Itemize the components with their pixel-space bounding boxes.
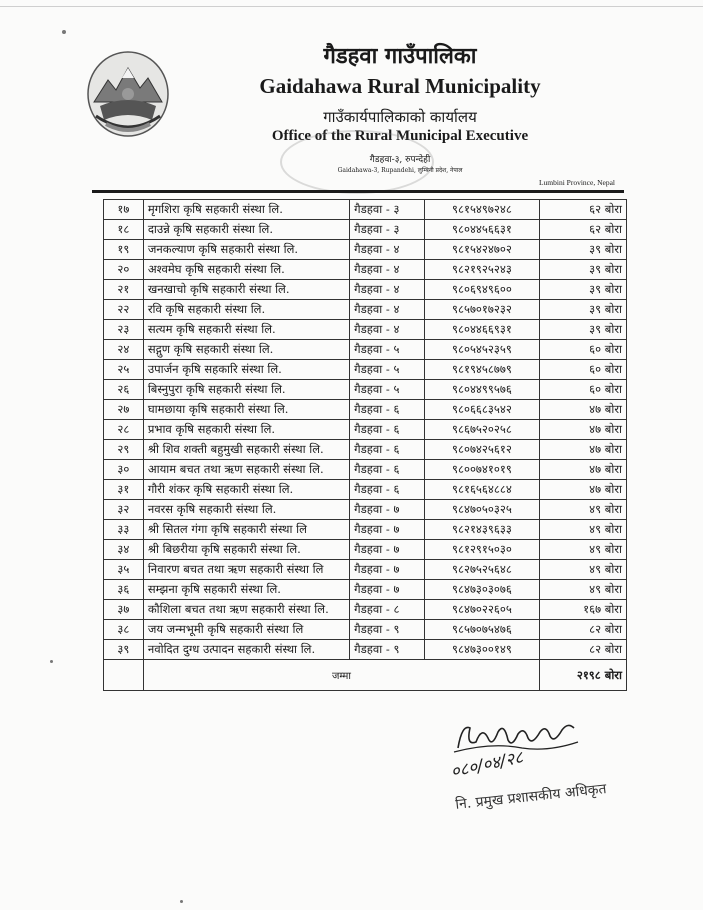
table-row — [104, 420, 627, 440]
bag-count-cell: ४९ बोरा — [540, 580, 627, 600]
cooperative-name-cell: श्री बिछरीया कृषि सहकारी संस्था लि. — [143, 540, 349, 560]
bag-count-cell: ३९ बोरा — [540, 240, 627, 260]
cooperative-name-cell: जनकल्याण कृषि सहकारी संस्था लि. — [143, 240, 349, 260]
phone-number-cell: ९८१२९१५०३० — [424, 540, 539, 560]
serial-number-cell: २५ — [104, 360, 144, 380]
phone-number-cell: ९८०५४५२३५९ — [424, 340, 539, 360]
phone-number-cell: ९८०४४९९५७६ — [424, 380, 539, 400]
signature-date: ०८०/०४/२८ — [449, 747, 525, 783]
bag-count-cell: ६० बोरा — [540, 340, 627, 360]
total-empty-cell — [104, 660, 144, 691]
bag-count-cell: ४९ बोरा — [540, 560, 627, 580]
cooperative-name-cell: नवोदित दुग्ध उत्पादन सहकारी संस्था लि. — [143, 640, 349, 660]
phone-number-cell: ९८६७५२०२५८ — [424, 420, 539, 440]
table-row — [104, 540, 627, 560]
cooperative-name-cell: जय जन्मभूमी कृषि सहकारी संस्था लि — [143, 620, 349, 640]
serial-number-cell: १९ — [104, 240, 144, 260]
cooperative-name-cell: रवि कृषि सहकारी संस्था लि. — [143, 300, 349, 320]
table-row — [104, 640, 627, 660]
bag-count-cell: ४७ बोरा — [540, 400, 627, 420]
serial-number-cell: १७ — [104, 200, 144, 220]
phone-number-cell: ९८४७३००१४९ — [424, 640, 539, 660]
bag-count-cell: ३९ बोरा — [540, 320, 627, 340]
ward-cell: गैडहवा - ९ — [350, 620, 425, 640]
phone-number-cell: ९८२७५२५६४८ — [424, 560, 539, 580]
signatory-title: नि. प्रमुख प्रशासकीय अधिकृत — [454, 781, 608, 813]
bag-count-cell: ४७ बोरा — [540, 440, 627, 460]
serial-number-cell: ३५ — [104, 560, 144, 580]
serial-number-cell: ३२ — [104, 500, 144, 520]
total-label: जम्मा — [143, 660, 539, 691]
table-row — [104, 200, 627, 220]
phone-number-cell: ९८२१९२५२४३ — [424, 260, 539, 280]
cooperative-name-cell: अश्वमेघ कृषि सहकारी संस्था लि. — [143, 260, 349, 280]
office-name-english: Office of the Rural Municipal Executive — [271, 128, 529, 144]
ward-cell: गैडहवा - ७ — [350, 500, 425, 520]
municipality-name-english: Gaidahawa Rural Municipality — [259, 74, 541, 98]
ward-cell: गैडहवा - ४ — [350, 320, 425, 340]
serial-number-cell: ३६ — [104, 580, 144, 600]
ward-cell: गैडहवा - ६ — [350, 400, 425, 420]
bag-count-cell: ६० बोरा — [540, 380, 627, 400]
cooperative-name-cell: श्री सितल गंगा कृषि सहकारी संस्था लि — [143, 520, 349, 540]
ward-cell: गैडहवा - ६ — [350, 480, 425, 500]
phone-number-cell: ९८०६९४९६०० — [424, 280, 539, 300]
cooperative-name-cell: प्रभाव कृषि सहकारी संस्था लि. — [143, 420, 349, 440]
phone-number-cell: ९८०४४६६९३१ — [424, 320, 539, 340]
ward-cell: गैडहवा - ७ — [350, 560, 425, 580]
phone-number-cell: ९८४७०५०३२५ — [424, 500, 539, 520]
ward-cell: गैडहवा - ३ — [350, 200, 425, 220]
table-row — [104, 580, 627, 600]
phone-number-cell: ९८०४४५६६३१ — [424, 220, 539, 240]
table-row — [104, 280, 627, 300]
cooperative-name-cell: उपार्जन कृषि सहकारि संस्था लि. — [143, 360, 349, 380]
serial-number-cell: २० — [104, 260, 144, 280]
ward-cell: गैडहवा - ७ — [350, 580, 425, 600]
table-body — [104, 200, 627, 660]
serial-number-cell: २१ — [104, 280, 144, 300]
office-name-nepali: गाउँकार्यपालिकाको कार्यालय — [323, 108, 477, 126]
bag-count-cell: ८२ बोरा — [540, 640, 627, 660]
bag-count-cell: ३९ बोरा — [540, 300, 627, 320]
phone-number-cell: ९८४७३०३०७६ — [424, 580, 539, 600]
bag-count-cell: ४७ बोरा — [540, 420, 627, 440]
serial-number-cell: २८ — [104, 420, 144, 440]
ward-cell: गैडहवा - ९ — [350, 640, 425, 660]
serial-number-cell: ३४ — [104, 540, 144, 560]
bag-count-cell: ६० बोरा — [540, 360, 627, 380]
scan-speck — [50, 660, 53, 663]
serial-number-cell: २३ — [104, 320, 144, 340]
ward-cell: गैडहवा - ४ — [350, 240, 425, 260]
serial-number-cell: २७ — [104, 400, 144, 420]
ward-cell: गैडहवा - ६ — [350, 420, 425, 440]
province-label: Lumbini Province, Nepal — [538, 178, 615, 187]
cooperatives-table — [103, 199, 627, 691]
cooperative-name-cell: सम्झना कृषि सहकारी संस्था लि. — [143, 580, 349, 600]
table-row — [104, 340, 627, 360]
ward-cell: गैडहवा - ६ — [350, 440, 425, 460]
cooperative-name-cell: दाउन्ने कृषि सहकारी संस्था लि. — [143, 220, 349, 240]
bag-count-cell: ८२ बोरा — [540, 620, 627, 640]
table-row — [104, 360, 627, 380]
bag-count-cell: ४९ बोरा — [540, 500, 627, 520]
total-row — [104, 660, 627, 691]
phone-number-cell: ९८१९४५८७७९ — [424, 360, 539, 380]
ward-cell: गैडहवा - ३ — [350, 220, 425, 240]
table-row — [104, 220, 627, 240]
bag-count-cell: ४७ बोरा — [540, 460, 627, 480]
phone-number-cell: ९८००७४१०१९ — [424, 460, 539, 480]
ward-cell: गैडहवा - ४ — [350, 300, 425, 320]
bag-count-cell: १६७ बोरा — [540, 600, 627, 620]
cooperative-name-cell: घामछाया कृषि सहकारी संस्था लि. — [143, 400, 349, 420]
nepal-emblem-logo — [86, 50, 170, 138]
bag-count-cell: ४७ बोरा — [540, 480, 627, 500]
phone-number-cell: ९८५७०१७२३२ — [424, 300, 539, 320]
ward-cell: गैडहवा - ५ — [350, 380, 425, 400]
ward-cell: गैडहवा - ७ — [350, 520, 425, 540]
ward-cell: गैडहवा - ७ — [350, 540, 425, 560]
address-nepali: गैडहवा-३, रुपन्देही — [369, 155, 431, 165]
table-row — [104, 620, 627, 640]
cooperative-name-cell: सद्गुण कृषि सहकारी संस्था लि. — [143, 340, 349, 360]
table-row — [104, 440, 627, 460]
total-value: २१९८ बोरा — [540, 660, 627, 691]
scan-speck — [180, 900, 183, 903]
cooperative-name-cell: बिस्नुपुरा कृषि सहकारी संस्था लि. — [143, 380, 349, 400]
serial-number-cell: ३९ — [104, 640, 144, 660]
cooperative-name-cell: कौशिला बचत तथा ऋण सहकारी संस्था लि. — [143, 600, 349, 620]
table-row — [104, 240, 627, 260]
table-row — [104, 480, 627, 500]
serial-number-cell: २२ — [104, 300, 144, 320]
table-row — [104, 500, 627, 520]
phone-number-cell: ९८४७०२२६०५ — [424, 600, 539, 620]
cooperative-name-cell: श्री शिव शक्ती बहुमुखी सहकारी संस्था लि. — [143, 440, 349, 460]
address-small: Gaidahawa-3, Rupandehi, लुम्बिनी प्रदेश, नेपाल — [337, 167, 463, 174]
table-row — [104, 320, 627, 340]
bag-count-cell: ४९ बोरा — [540, 520, 627, 540]
serial-number-cell: १८ — [104, 220, 144, 240]
bag-count-cell: ६२ बोरा — [540, 200, 627, 220]
ward-cell: गैडहवा - ४ — [350, 260, 425, 280]
ward-cell: गैडहवा - ६ — [350, 460, 425, 480]
phone-number-cell: ९८२१४३९६३३ — [424, 520, 539, 540]
bag-count-cell: ६२ बोरा — [540, 220, 627, 240]
phone-number-cell: ९८०६६८३५४२ — [424, 400, 539, 420]
serial-number-cell: ३३ — [104, 520, 144, 540]
scan-edge-line — [0, 6, 703, 7]
phone-number-cell: ९८१६५६४८८४ — [424, 480, 539, 500]
ward-cell: गैडहवा - ५ — [350, 360, 425, 380]
ward-cell: गैडहवा - ५ — [350, 340, 425, 360]
serial-number-cell: २६ — [104, 380, 144, 400]
bag-count-cell: ३९ बोरा — [540, 280, 627, 300]
cooperative-name-cell: आयाम बचत तथा ऋण सहकारी संस्था लि. — [143, 460, 349, 480]
phone-number-cell: ९८१५४२४७०२ — [424, 240, 539, 260]
phone-number-cell: ९८१५४९७२४८ — [424, 200, 539, 220]
table-row — [104, 380, 627, 400]
serial-number-cell: ३७ — [104, 600, 144, 620]
phone-number-cell: ९८५७०७५४७६ — [424, 620, 539, 640]
municipality-name-nepali: गैडहवा गाउँपालिका — [323, 43, 477, 69]
table-row — [104, 460, 627, 480]
table-row — [104, 400, 627, 420]
cooperative-name-cell: गौरी शंकर कृषि सहकारी संस्था लि. — [143, 480, 349, 500]
table-row — [104, 520, 627, 540]
cooperative-name-cell: खनखाचो कृषि सहकारी संस्था लि. — [143, 280, 349, 300]
bag-count-cell: ४९ बोरा — [540, 540, 627, 560]
cooperative-name-cell: निवारण बचत तथा ऋण सहकारी संस्था लि — [143, 560, 349, 580]
header-divider — [92, 190, 624, 193]
cooperative-name-cell: नवरस कृषि सहकारी संस्था लि. — [143, 500, 349, 520]
serial-number-cell: २४ — [104, 340, 144, 360]
phone-number-cell: ९८०७४२५६१२ — [424, 440, 539, 460]
ward-cell: गैडहवा - ४ — [350, 280, 425, 300]
bag-count-cell: ३९ बोरा — [540, 260, 627, 280]
serial-number-cell: ३१ — [104, 480, 144, 500]
cooperative-name-cell: सत्यम कृषि सहकारी संस्था लि. — [143, 320, 349, 340]
scan-speck — [62, 30, 66, 34]
serial-number-cell: ३० — [104, 460, 144, 480]
table-row — [104, 600, 627, 620]
table-row — [104, 300, 627, 320]
table-row — [104, 260, 627, 280]
table-row — [104, 560, 627, 580]
serial-number-cell: ३८ — [104, 620, 144, 640]
ward-cell: गैडहवा - ८ — [350, 600, 425, 620]
serial-number-cell: २९ — [104, 440, 144, 460]
cooperative-name-cell: मृगशिरा कृषि सहकारी संस्था लि. — [143, 200, 349, 220]
